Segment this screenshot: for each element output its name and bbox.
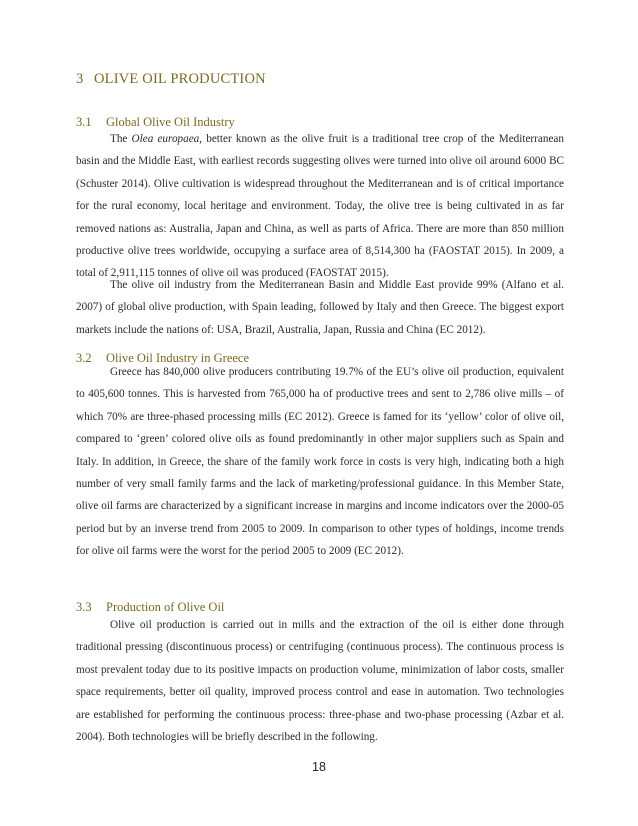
- paragraph: [76, 128, 564, 285]
- paragraph: The olive oil industry from the Mediterranean Basin and Middle East provide 99% (Alfano et al. 2007) of global olive production, with Spain leading, followed by Italy and then Greece. The biggest export markets include the nations of: USA, Brazil, Australia, Japan, Russia and China (EC 2012).: [76, 279, 564, 336]
- section-title: Production of Olive Oil: [106, 600, 225, 614]
- section-title: Global Olive Oil Industry: [106, 115, 235, 129]
- chapter-heading: [76, 71, 266, 88]
- section-title: Olive Oil Industry in Greece: [106, 351, 250, 365]
- paragraph-text: The: [110, 133, 132, 145]
- section-number: 3.3: [76, 600, 92, 614]
- page-number: 18: [312, 760, 326, 774]
- paragraph: Greece has 840,000 olive producers contributing 19.7% of the EU’s olive oil production, equivalent to 405,600 tonnes. This is harvested from 765,000 ha of productive trees and sent to 2,786 olive mills – of which 70% are three-phased processing mills (EC 2012). Greece is famed for its ‘yellow’ color of olive oil, compared to ‘green’ colored olive oils as found predominantly in other major suppliers such as Spain and Italy. In addition, in Greece, the share of the family work force in costs is very high, indicating both a high number of very small family farms and the lack of marketing/professional guidance. In this Member State, olive oil farms are characterized by a significant increase in margins and income indicators over the 2000-05 period but by an inverse trend from 2005 to 2009. In comparison to other types of holdings, income trends for olive oil farms were the worst for the period 2005 to 2009 (EC 2012).: [76, 366, 564, 558]
- chapter-title: OLIVE OIL PRODUCTION: [94, 71, 266, 87]
- chapter-number: 3: [76, 71, 84, 87]
- section-number: 3.1: [76, 115, 92, 129]
- paragraph-text: , better known as the olive fruit is a traditional tree crop of the Mediterranean basin and the Middle East, with earliest records suggesting olives were turned into olive oil around 6000 BC (Schuster 2014). Olive cultivation is widespread throughout the Mediterranean and is of critical importance for the rural economy, local heritage and environment. Today, the olive tree is being cultivated in as far removed nations as: Australia, Japan and China, as well as parts of Africa. There are more than 850 million productive olive trees worldwide, occupying a surface area of 8,514,300 ha (FAOSTAT 2015). In 2009, a total of 2,911,115 tonnes of olive oil was produced (FAOSTAT 2015).: [76, 133, 564, 280]
- section-number: 3.2: [76, 351, 92, 365]
- species-name: Olea europaea: [131, 133, 200, 145]
- paragraph: Olive oil production is carried out in mills and the extraction of the oil is either done through traditional pressing (discontinuous process) or centrifuging (continuous process). The continuous process is most prevalent today due to its positive impacts on production volume, minimization of labor costs, smaller space requirements, better oil quality, improved process control and ease in automation. Two technologies are established for performing the continuous process: three-phase and two-phase processing (Azbar et al. 2004). Both technologies will be briefly described in the following.: [76, 619, 564, 744]
- section-heading-3-3: [76, 600, 224, 615]
